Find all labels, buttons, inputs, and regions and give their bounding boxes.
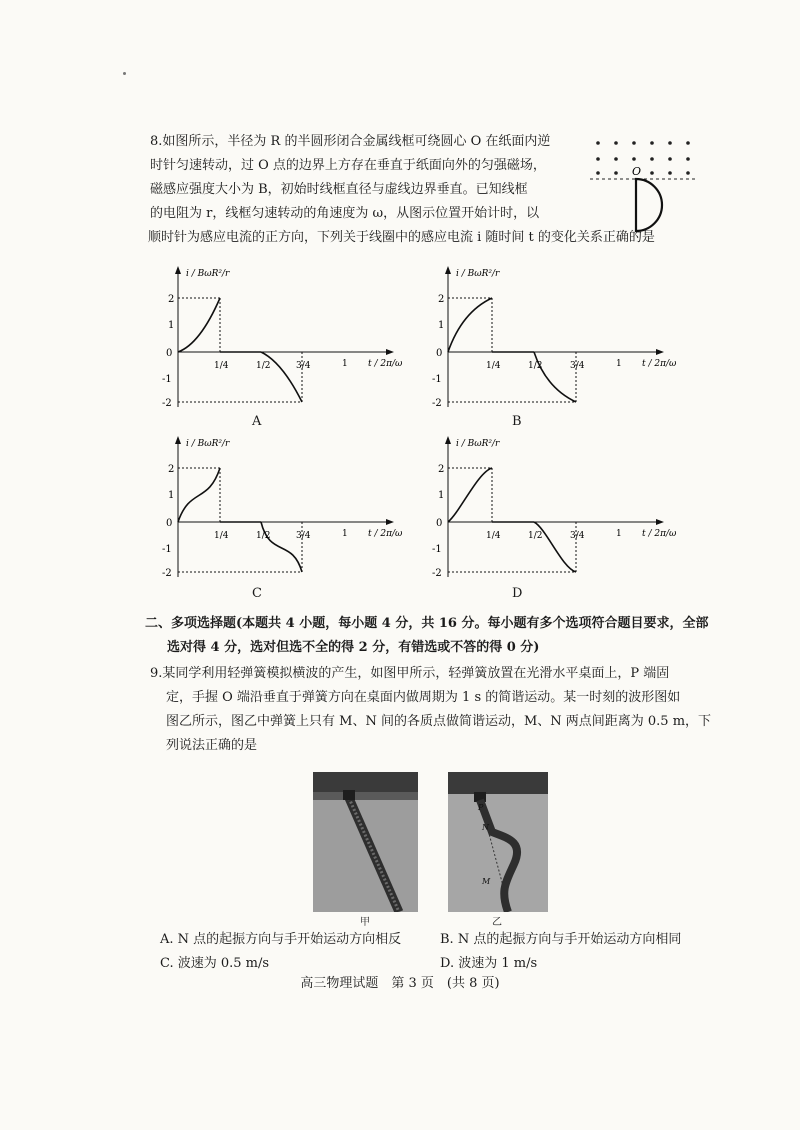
svg-text:1/2: 1/2: [528, 531, 543, 541]
caption-jia: 甲: [360, 917, 370, 928]
q9-line: 定，手握 O 端沿垂直于弹簧方向在桌面内做周期为 1 s 的简谐运动。某一时刻的波形图如: [166, 690, 681, 705]
svg-text:3/4: 3/4: [570, 361, 585, 371]
graph-b-label: B: [512, 414, 522, 429]
svg-text:t / 2π/ω: t / 2π/ω: [368, 359, 403, 369]
svg-text:1: 1: [438, 320, 445, 331]
svg-text:-1: -1: [162, 374, 172, 385]
option-c: C. 波速为 0.5 m/s: [160, 956, 270, 971]
svg-text:-2: -2: [162, 568, 172, 579]
q8-line: 磁感应强度大小为 B，初始时线框直径与虚线边界垂直。已知线框: [150, 182, 528, 197]
graph-a: [150, 262, 420, 432]
curve-a: [178, 298, 220, 352]
svg-text:1: 1: [438, 490, 445, 501]
question-9-text: [150, 662, 720, 758]
graph-a-label: A: [252, 414, 262, 429]
svg-text:t / 2π/ω: t / 2π/ω: [642, 359, 677, 369]
svg-text:i / BωR²/r: i / BωR²/r: [186, 269, 230, 279]
svg-text:i / BωR²/r: i / BωR²/r: [456, 269, 500, 279]
svg-text:1/4: 1/4: [486, 361, 501, 371]
option-a: A. N 点的起振方向与手开始运动方向相反: [160, 932, 402, 947]
svg-text:3/4: 3/4: [296, 531, 311, 541]
svg-text:0: 0: [436, 348, 443, 359]
scan-speck: [123, 72, 126, 75]
svg-text:1: 1: [168, 320, 175, 331]
section-2-header: [145, 612, 715, 660]
q9-line: 图乙所示，图乙中弹簧上只有 M、N 间的各质点做简谐运动，M、N 两点间距离为 0.5 m，下: [166, 714, 712, 729]
svg-text:P: P: [478, 803, 484, 812]
svg-text:M: M: [482, 877, 491, 886]
field-dots: [596, 141, 690, 175]
semicircle-loop: [636, 179, 662, 231]
svg-text:1/4: 1/4: [214, 361, 229, 371]
graph-d-label: D: [512, 586, 523, 601]
svg-text:1: 1: [342, 359, 348, 369]
page-footer: 高三物理试题 第 3 页 (共 8 页): [300, 976, 500, 991]
svg-text:-2: -2: [162, 398, 172, 409]
svg-text:0: 0: [166, 348, 173, 359]
q8-line: 8.如图所示，半径为 R 的半圆形闭合金属线框可绕圆心 O 在纸面内逆: [150, 134, 551, 149]
graph-d: [420, 432, 700, 607]
svg-text:N: N: [482, 823, 489, 832]
photo-jia: [313, 772, 418, 912]
svg-text:1: 1: [616, 359, 622, 369]
graph-b: [420, 262, 700, 432]
curve-b: [448, 298, 492, 352]
q8-line: 时针匀速转动，过 O 点的边界上方存在垂直于纸面向外的匀强磁场，: [150, 158, 546, 173]
photo-yi: [448, 772, 548, 912]
svg-text:1: 1: [616, 529, 622, 539]
svg-text:3/4: 3/4: [570, 531, 585, 541]
svg-text:0: 0: [436, 518, 443, 529]
section-2-line2: 选对得 4 分，选对但选不全的得 2 分，有错选或不答的得 0 分): [167, 640, 540, 655]
option-b: B. N 点的起振方向与手开始运动方向相同: [440, 932, 682, 947]
svg-text:-1: -1: [432, 544, 442, 555]
q8-line: 的电阻为 r，线框匀速转动的角速度为 ω，从图示位置开始计时，以: [150, 206, 540, 221]
svg-text:-1: -1: [432, 374, 442, 385]
graph-c: [150, 432, 420, 607]
svg-text:1/4: 1/4: [214, 531, 229, 541]
magnetic-field-figure: [590, 135, 700, 235]
svg-text:2: 2: [438, 464, 445, 475]
curve-c: [178, 468, 220, 522]
svg-text:3/4: 3/4: [296, 361, 311, 371]
svg-text:1/2: 1/2: [528, 361, 543, 371]
svg-text:1/4: 1/4: [486, 531, 501, 541]
q9-line: 列说法正确的是: [166, 738, 258, 753]
svg-text:-2: -2: [432, 568, 442, 579]
option-d: D. 波速为 1 m/s: [440, 956, 538, 971]
svg-text:-2: -2: [432, 398, 442, 409]
svg-text:t / 2π/ω: t / 2π/ω: [368, 529, 403, 539]
svg-text:2: 2: [168, 294, 175, 305]
svg-text:1/2: 1/2: [256, 361, 271, 371]
svg-text:-1: -1: [162, 544, 172, 555]
svg-text:t / 2π/ω: t / 2π/ω: [642, 529, 677, 539]
origin-label: O: [632, 165, 642, 178]
svg-text:i / BωR²/r: i / BωR²/r: [456, 439, 500, 449]
graph-c-label: C: [252, 586, 262, 601]
svg-text:1/2: 1/2: [256, 531, 271, 541]
svg-text:2: 2: [168, 464, 175, 475]
curve-d: [448, 468, 492, 522]
section-2-line1: 二、多项选择题(本题共 4 小题，每小题 4 分，共 16 分。每小题有多个选项符合题目要求，全部: [145, 616, 709, 631]
svg-text:1: 1: [168, 490, 175, 501]
svg-text:i / BωR²/r: i / BωR²/r: [186, 439, 230, 449]
svg-text:2: 2: [438, 294, 445, 305]
svg-text:1: 1: [342, 529, 348, 539]
q8-line: 顺时针为感应电流的正方向，下列关于线圈中的感应电流 i 随时间 t 的变化关系正确的是: [148, 230, 655, 245]
svg-text:0: 0: [166, 518, 173, 529]
caption-yi: 乙: [492, 917, 502, 928]
q9-line: 9.某同学利用轻弹簧模拟横波的产生，如图甲所示，轻弹簧放置在光滑水平桌面上，P 端固: [150, 666, 670, 681]
